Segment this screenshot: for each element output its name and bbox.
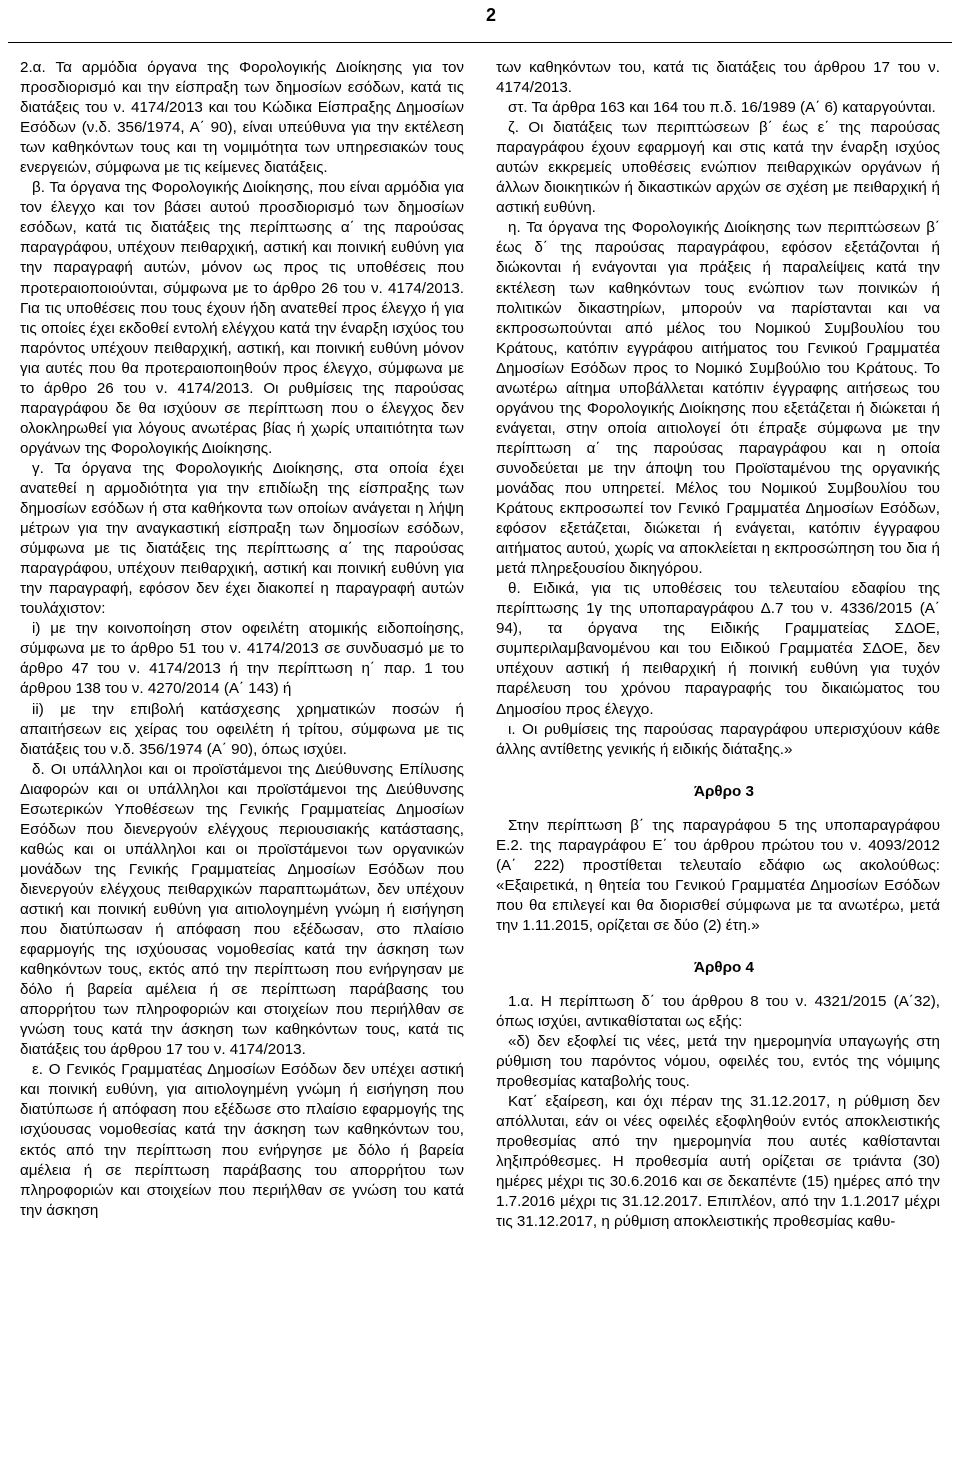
header-divider: [8, 42, 952, 43]
spacer: [496, 802, 940, 816]
page-number: 2: [485, 5, 496, 25]
article-4-paragraph-exception: Κατ΄ εξαίρεση, και όχι πέραν της 31.12.2017, η ρύθμιση δεν απόλλυται, εάν οι νέες οφειλές εξοφληθούν εντός αποκλειστικής προθεσμίας από την ημερομηνία που αυτές καθίστανται ληξιπρόθεσμες. Η προθεσμία αυτή ορίζεται σε τριάντα (30) ημέρες μέχρι τις 30.6.2016 και σε δεκαπέντε (15) ημέρες από την 1.7.2016 μέχρι τις 31.12.2017. Επιπλέον, από την 1.1.2017 μέχρι τις 31.12.2017, η ρύθμιση αποκλειστικής προθεσμίας καθυ-: [496, 1093, 940, 1231]
paragraph-2i: ι. Οι ρυθμίσεις της παρούσας παραγράφου υπερισχύουν κάθε άλλης αντίθετης γενικής ή ειδικής διάταξης.»: [496, 720, 940, 758]
spacer: [496, 978, 940, 992]
spacer: [496, 936, 940, 958]
article-4-paragraph-1a: 1.α. Η περίπτωση δ΄ του άρθρου 8 του ν. 4321/2015 (Α΄32), όπως ισχύει, αντικαθίσταται ως εξής:: [496, 992, 940, 1030]
paragraph-2st: στ. Τα άρθρα 163 και 164 του π.δ. 16/1989 (Α΄ 6) καταργούνται.: [508, 99, 936, 117]
paragraph-2c-i: i) με την κοινοποίηση στον οφειλέτη ατομικής ειδοποίησης, σύμφωνα με το άρθρο 51 του ν. 4174/2013 σε συνδυασμό με το άρθρο 47 του ν. 4174/2013 ή την περίπτωση η΄ παρ. 1 του άρθρου 138 του ν. 4270/2014 (Α΄ 143) ή: [20, 620, 464, 698]
paragraph-2h: η. Τα όργανα της Φορολογικής Διοίκησης των περιπτώσεων β΄ έως δ΄ της παρούσας παραγράφου, εφόσον εξετάζονται ή διώκονται ή ενάγονται για πράξεις ή παραλείψεις κατά την εκτέλεση των καθηκόντων τους ενώπιον των ποινικών ή πολιτικών δικαστηρίων, μπορούν να παρίστανται και να εκπροσωπούνται από μέλος του Νομικού Συμβουλίου του Κράτους, κατόπιν εγγράφου αιτήματος του Γενικού Γραμματέα Δημοσίων Εσόδων προς το Νομικό Συμβούλιο του Κράτους. Το ανωτέρω αίτημα υποβάλλεται κατόπιν έγγραφης αιτήσεως του οργάνου της Φορολογικής Διοίκησης που εξετάζεται ή διώκεται ή ενάγεται, στην οποία αιτιολογεί ότι έπραξε σύμφωνα με την περίπτωση α΄ της παρούσας παραγράφου και η οποία συνοδεύεται με την άποψη του Προϊσταμένου της οργανικής μονάδας που υπηρετεί. Μέλος του Νομικού Συμβουλίου του Κράτους εκπροσωπεί τον Γενικό Γραμματέα Δημοσίων Εσόδων, εφόσον εξετάζεται, διώκεται ή ενάγεται, κατόπιν έγγραφου αιτήματος αυτού, χωρίς να αποκλείεται η εκπροσώπηση του δια ή μετά πληρεξουσίου δικηγόρου.: [496, 219, 940, 578]
paragraph-continuation: των καθηκόντων του, κατά τις διατάξεις του άρθρου 17 του ν. 4174/2013.: [496, 59, 940, 97]
left-column: [20, 58, 464, 1221]
paragraph-2e: ε. Ο Γενικός Γραμματέας Δημοσίων Εσόδων δεν υπέχει αστική και ποινική ευθύνη, για αιτιολογημένη γνώμη ή εισήγηση που διατύπωσε ή απόφαση που εξέδωσε στο πλαίσιο εφαρμογής της ισχύουσας νομοθεσίας κατά την άσκηση των καθηκόντων του, εκτός από την περίπτωση που ενήργησε με δόλο ή βαρεία αμέλεια ή σε περίπτωση παράβασης του απορρήτου των πληροφοριών και στοιχείων που περιήλθαν σε γνώση του κατά την άσκηση: [20, 1061, 464, 1219]
right-column: [496, 58, 940, 1232]
paragraph-2a: 2.α. Τα αρμόδια όργανα της Φορολογικής Διοίκησης για τον προσδιορισμό και την είσπραξη των δημοσίων εσόδων, κατά τις διατάξεις του ν. 4174/2013 και του Κώδικα Είσπραξης Δημοσίων Εσόδων (ν.δ. 356/1974, Α΄ 90), είναι υπεύθυνα για την εκτέλεση των καθηκόντων τους και τη νομιμότητα των υπηρεσιακών τους ενεργειών, σύμφωνα με τις κείμενες διατάξεις.: [20, 59, 464, 177]
paragraph-2d: δ. Οι υπάλληλοι και οι προϊστάμενοι της Διεύθυνσης Επίλυσης Διαφορών και οι υπάλληλοι και προϊστάμενοι της Διεύθυνσης Εσωτερικών Υποθέσεων της Γενικής Γραμματείας Δημοσίων Εσόδων που διενεργούν ελέγχους περιουσιακής κατάστασης, καθώς και οι υπάλληλοι και οι προϊστάμενοι των οργανικών μονάδων της Γενικής Γραμματείας Δημοσίων Εσόδων που διενεργούν ελέγχους πειθαρχικών παραπτωμάτων, δεν υπέχουν αστική και ποινική ευθύνη για αιτιολογημένη γνώμη ή εισήγηση που διατύπωσαν ή απόφαση που εξέδωσαν, στο πλαίσιο εφαρμογής της ισχύουσας νομοθεσίας κατά την άσκηση των καθηκόντων τους, εκτός από την περίπτωση που ενήργησαν με δόλο ή βαρεία αμέλεια ή σε περίπτωση παράβασης του απορρήτου των πληροφοριών και στοιχείων που περιήλθαν σε γνώση τους κατά την άσκηση των καθηκόντων τους, κατά τις διατάξεις του άρθρου 17 του ν. 4174/2013.: [20, 760, 464, 1059]
paragraph-2z: ζ. Οι διατάξεις των περιπτώσεων β΄ έως ε΄ της παρούσας παραγράφου έχουν εφαρμογή και στις κατά την έναρξη ισχύος αυτών εκκρεμείς υποθέσεις ενώπιον πειθαρχικών οργάνων ή άλλων διοικητικών ή δικαστικών αρχών σε σχέση με πειθαρχική ή αστική ευθύνη.: [496, 119, 940, 217]
article-4-heading: Άρθρο 4: [694, 958, 754, 976]
article-4-paragraph-d: «δ) δεν εξοφλεί τις νέες, μετά την ημερομηνία υπαγωγής στη ρύθμιση του παρόντος νόμου, οφειλές του, εντός της νόμιμης προθεσμίας καταβολής τους.: [496, 1033, 940, 1091]
paragraph-2c: γ. Τα όργανα της Φορολογικής Διοίκησης, στα οποία έχει ανατεθεί η αρμοδιότητα για την επιδίωξη της είσπραξης των δημοσίων εσόδων ή στα καθήκοντα των οποίων ανάγεται η λήψη μέτρων για την αναγκαστική είσπραξη των δημοσίων εσόδων, σύμφωνα με τις διατάξεις της περίπτωσης α΄ της παρούσας παραγράφου, υπέχουν πειθαρχική, αστική και ποινική ευθύνη για την παραγραφή, εφόσον δεν έχει διακοπεί η παραγραφή αυτών τουλάχιστον:: [20, 459, 464, 618]
article-3-text: Στην περίπτωση β΄ της παραγράφου 5 της υποπαραγράφου Ε.2. της παραγράφου Ε΄ του άρθρου πρώτου του ν. 4093/2012 (Α΄ 222) προστίθεται τελευταίο εδάφιο ως ακολούθως: «Εξαιρετικά, η θητεία του Γενικού Γραμματέα Δημοσίων Εσόδων που θα επιλεγεί και θα διορισθεί σύμφωνα με τα ανωτέρω, μετά την 1.11.2015, ορίζεται σε δύο (2) έτη.»: [496, 816, 940, 934]
spacer: [496, 760, 940, 782]
paragraph-2b: β. Τα όργανα της Φορολογικής Διοίκησης, που είναι αρμόδια για τον έλεγχο και τον βάσει αυτού προσδιορισμό των δημοσίων εσόδων, κατά τις διατάξεις της περίπτωσης α΄ της παρούσας παραγράφου, υπέχουν πειθαρχική, αστική και ποινική ευθύνη για την παραγραφή αυτών, μόνον ως προς τις υποθέσεις που προτεραιοποιούνται, σύμφωνα με το άρθρο 26 του ν. 4174/2013. Για τις υποθέσεις που τους έχουν ήδη ανατεθεί προς έλεγχο ή για τις οποίες έχει εκδοθεί εντολή ελέγχου κατά την έναρξη ισχύος του παρόντος υπέχουν πειθαρχική, αστική, και ποινική ευθύνη μόνον για αυτές που θα προτεραιοποιηθούν προς έλεγχο, σύμφωνα με το άρθρο 26 του ν. 4174/2013. Οι ρυθμίσεις της παρούσας παραγράφου δε θα ισχύουν σε περίπτωση που ο έλεγχος δεν ολοκληρωθεί για λόγους ανωτέρας βίας ή χωρίς υπαιτιότητα των οργάνων της Φορολογικής Διοίκησης.: [20, 179, 464, 457]
paragraph-2th: θ. Ειδικά, για τις υποθέσεις του τελευταίου εδαφίου της περίπτωσης 1γ της υποπαραγράφου Δ.7 του ν. 4336/2015 (Α΄ 94), τα όργανα της Ειδικής Γραμματείας ΣΔΟΕ, συμπεριλαμβανομένου και του Ειδικού Γραμματέα ΣΔΟΕ, δεν υπέχουν αστική ή πειθαρχική ή ποινική ευθύνη για τυχόν παρέλευση του χρόνου παραγραφής του δικαιώματος του Δημοσίου προς έλεγχο.: [496, 580, 940, 718]
article-3-heading: Άρθρο 3: [694, 782, 754, 800]
paragraph-2c-ii: ii) με την επιβολή κατάσχεσης χρηματικών ποσών ή απαιτήσεων εις χείρας του οφειλέτη ή τρίτου, σύμφωνα με τις διατάξεις του ν.δ. 356/1974 (Α΄ 90), όπως ισχύει.: [20, 700, 464, 758]
